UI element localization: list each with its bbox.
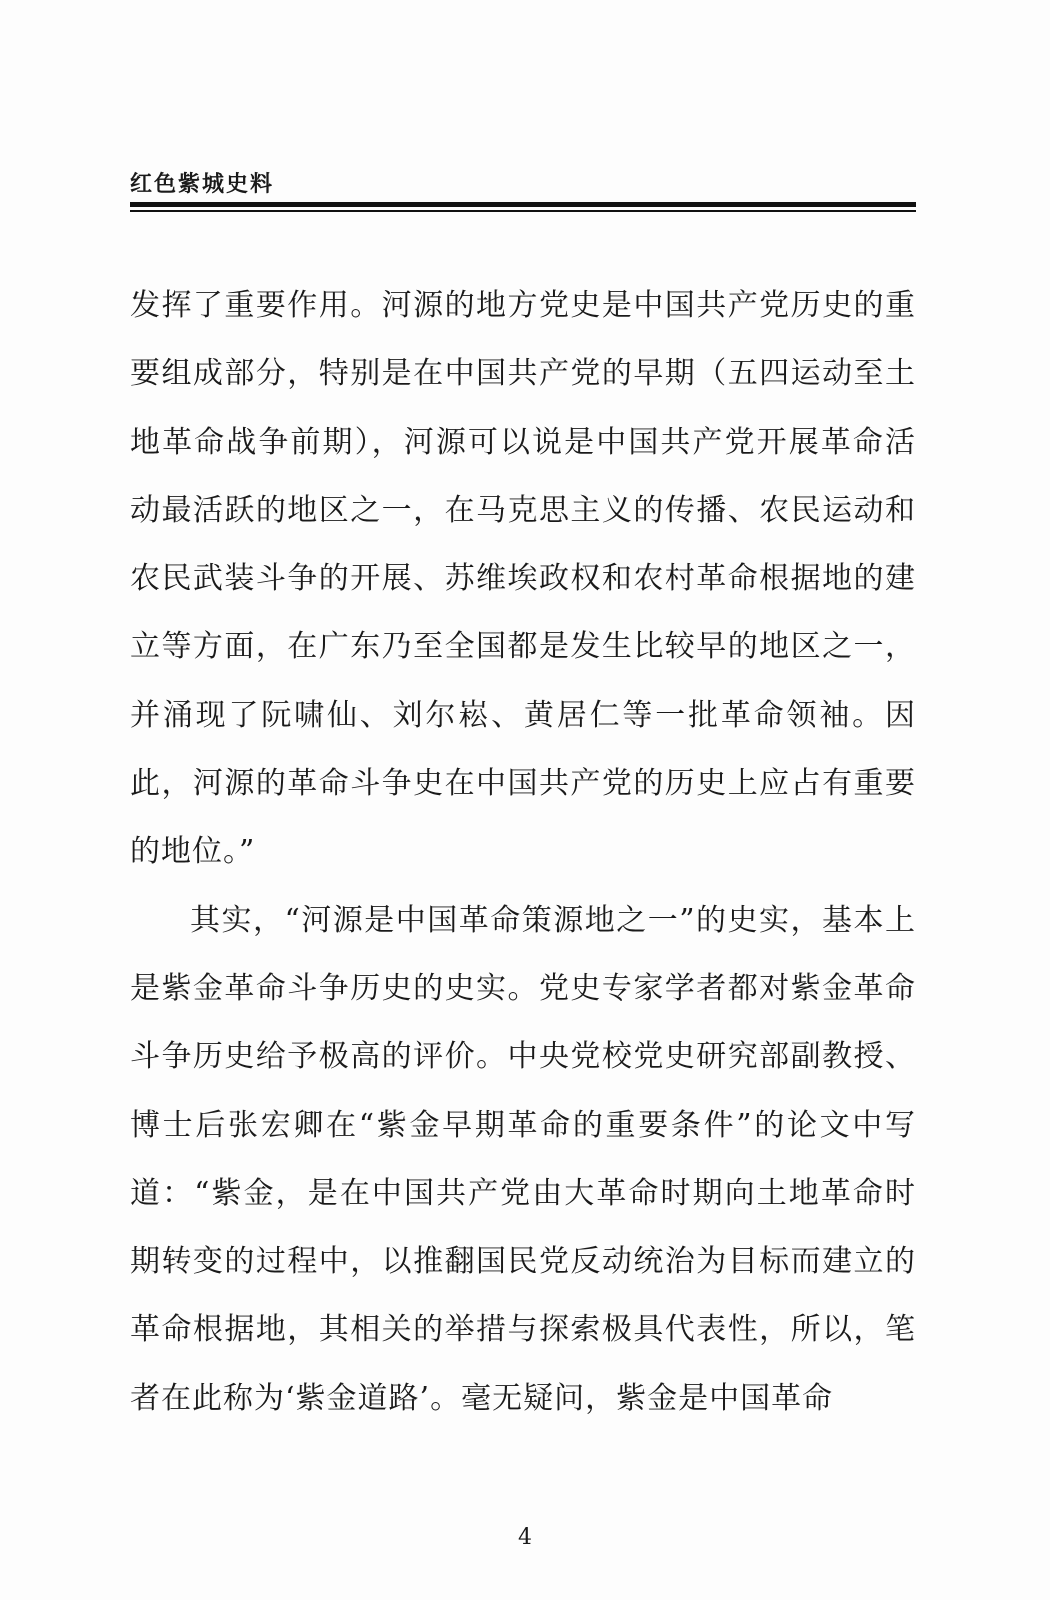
page-number: 4	[518, 1525, 532, 1550]
header-rule-thick	[130, 202, 916, 207]
running-header	[130, 172, 916, 198]
header-title: 红色紫城史料	[130, 172, 275, 197]
paragraph-2: 其实，“河源是中国革命策源地之一”的史实，基本上是紫金革命斗争历史的史实。党史专家学者都对紫金革命斗争历史给予极高的评价。中央党校党史研究部副教授、博士后张宏卿在“紫金早期革命的重要条件”的论文中写道：“紫金，是在中国共产党由大革命时期向土地革命时期转变的过程中，以推翻国民党反动统治为目标而建立的革命根据地，其相关的举措与探索极具代表性，所以，笔者在此称为‘紫金道路’。毫无疑问，紫金是中国革命	[130, 902, 916, 1416]
body-text	[130, 272, 916, 1433]
header-rule-thin	[130, 210, 916, 212]
paragraph-1: 发挥了重要作用。河源的地方党史是中国共产党历史的重要组成部分，特别是在中国共产党的早期（五四运动至土地革命战争前期），河源可以说是中国共产党开展革命活动最活跃的地区之一，在马克思主义的传播、农民运动和农民武装斗争的开展、苏维埃政权和农村革命根据地的建立等方面，在广东乃至全国都是发生比较早的地区之一，并涌现了阮啸仙、刘尔崧、黄居仁等一批革命领袖。因此，河源的革命斗争史在中国共产党的历史上应占有重要的地位。”	[130, 288, 916, 870]
